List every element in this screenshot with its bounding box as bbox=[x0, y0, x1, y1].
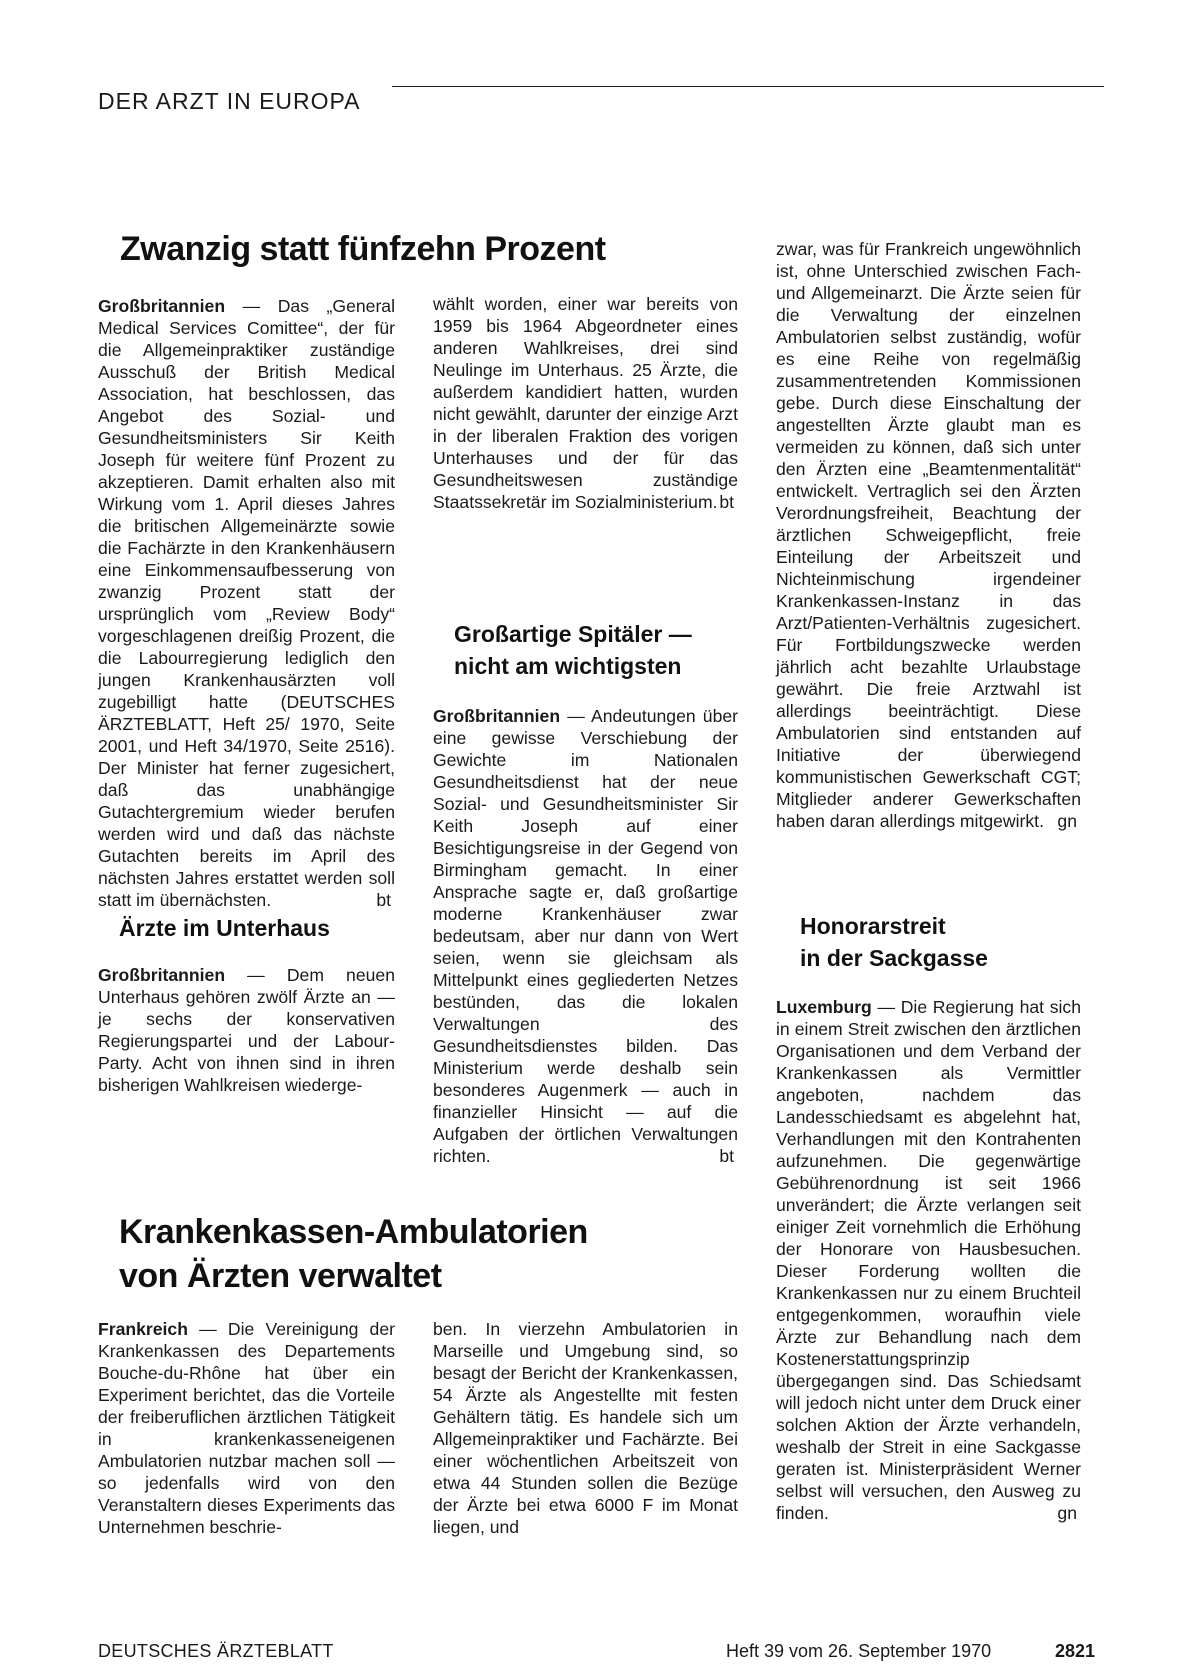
article4-title-line2: von Ärzten verwaltet bbox=[119, 1257, 442, 1295]
article1-lead: Großbritannien bbox=[98, 296, 226, 316]
article3-title-line1: Großartige Spitäler — bbox=[454, 621, 692, 647]
article2-lead: Großbritannien bbox=[98, 965, 226, 985]
article4-text-c: zwar, was für Frankreich ungewöhnlich ist, ohne Unterschied zwischen Fach- und Allgemeinarzt. Die Ärzte seien für die Verwaltung der einzelnen Ambulatorien selbst zuständig, wofür es eine Reihe von regelmäßig zusammentretenden Kommissionen gebe. Durch diese Einschaltung der angestellten Ärzte glaubt man es vermeiden zu können, daß sich unter den Ärzten eine „Beamtenmentalität“ entwickelt. Vertraglich sei den Ärzten Verordnungsfreiheit, Beachtung der ärztlichen Schweigepflicht, freie Einteilung der Arbeitszeit und Nichteinmischung irgendeiner Krankenkassen-Instanz in das Arzt/Patienten-Verhältnis zugesichert. Für Fortbildungszwecke werden jährlich acht bezahlte Urlaubstage gewährt. Die freie Arztwahl ist allerdings beeinträchtigt. Diese Ambulatorien sind entstanden auf Initiative der überwiegend kommunistischen Gewerkschaft CGT; Mitglieder anderer Gewerkschaften haben daran allerdings mitgewirkt. bbox=[776, 239, 1081, 831]
article2-text-b: wählt worden, einer war bereits von 1959 bis 1964 Abgeordneter eines anderen Wahlkreises, drei sind Neulinge im Unterhaus. 25 Ärzte, die außerdem kandidiert hatten, wurden nicht gewählt, darunter der einzige Arzt in der liberalen Fraktion des vorigen Unterhauses und der für das Gesundheitswesen zuständige Staatssekretär im Sozialministerium. bbox=[433, 294, 738, 512]
article4-column-2 bbox=[433, 1318, 738, 1538]
article1-text-a: — Das „General Medical Services Comittee“, der für die Allgemeinpraktiker zuständige Ausschuß der British Medical Association, hat beschlossen, das Angebot des Sozial- und Gesundheitsministers Sir Keith Joseph für weitere fünf Prozent zu akzeptieren. Damit erhalten also mit Wirkung vom 1. April dieses Jahres die britischen Allgemeinärzte sowie die Fachärzte in den Krankenhäusern eine Einkommensaufbesserung von zwanzig Prozent statt der ursprünglich vom „Review Body“ vorgeschlagenen dreißig Prozent, die die Labourregierung lediglich den jungen Krankenhausärzten voll zugebilligt hatte (DEUTSCHES ÄRZTEBLATT, Heft 25/ 1970, Seite 2001, und Heft 34/1970, Seite 2516). Der Minister hat ferner zugesichert, daß das unabhängige Gutachtergremium wieder berufen werden wird und daß das nächste Gutachten bereits im April des nächsten Jahres erstattet werden soll statt im übernächsten. bbox=[98, 296, 395, 910]
article5-title-line1: Honorarstreit bbox=[800, 913, 946, 939]
footer-issue: Heft 39 vom 26. September 1970 bbox=[726, 1641, 992, 1661]
article3-text-a: — Andeutungen über eine gewisse Verschiebung der Gewichte im Nationalen Gesundheitsdienst hat der neue Sozial- und Gesundheitsminister Sir Keith Joseph auf einer Besichtigungsreise in der Gegend von Birmingham gemacht. In einer Ansprache sagte er, daß großartige moderne Krankenhäuser zwar bedeutsam, aber nur dann von Wert seien, wenn sie gleichsam als Mittelpunkt eines gegliederten Netzes bestünden, das die lokalen Verwaltungen des Gesundheitsdienstes bilden. Das Ministerium werde deshalb sein besonderes Augenmerk — auch in finanzieller Hinsicht — auf die Aufgaben der örtlichen Verwaltungen richten. bbox=[433, 706, 738, 1166]
article-title-spitaeler bbox=[454, 618, 692, 682]
article2-column-1 bbox=[98, 964, 395, 1096]
page-number: 2821 bbox=[1055, 1641, 1096, 1661]
article3-signature: bt bbox=[719, 1146, 734, 1166]
article4-signature: gn bbox=[1057, 811, 1077, 831]
article-title-honorarstreit bbox=[800, 910, 988, 974]
article4-lead: Frankreich bbox=[98, 1319, 188, 1339]
article4-title-line1: Krankenkassen-Ambulatorien bbox=[119, 1213, 588, 1251]
article5-lead: Luxemburg bbox=[776, 997, 872, 1017]
article5-signature: gn bbox=[1057, 1503, 1077, 1523]
article4-column-3 bbox=[776, 238, 1081, 832]
article2-text-a: — Dem neuen Unterhaus gehören zwölf Ärzte an — je sechs der konservativen Regierungspartei und der Labour-Party. Acht von ihnen sind in ihren bisherigen Wahlkreisen wiederge- bbox=[98, 965, 395, 1095]
article5-text-a: — Die Regierung hat sich in einem Streit zwischen den ärztlichen Organisationen und dem Verband der Krankenkassen als Vermittler angeboten, nachdem das Landesschiedsamt es abgelehnt hat, Verhandlungen mit den Kontrahenten aufzunehmen. Die gegenwärtige Gebührenordnung ist seit 1966 unverändert; die Ärzte verlangen seit einiger Zeit vornehmlich die Erhöhung der Honorare von Hausbesuchen. Dieser Forderung wollten die Krankenkassen nur zu einem Bruchteil entgegenkommen, woraufhin viele Ärzte zur Behandlung nach dem Kostenerstattungsprinzip übergegangen sind. Das Schiedsamt will jedoch nicht unter dem Druck einer solchen Aktion der Ärzte verhandeln, weshalb der Streit in eine Sackgasse geraten ist. Ministerpräsident Werner selbst will versuchen, den Ausweg zu finden. bbox=[776, 997, 1081, 1523]
article4-text-a: — Die Vereinigung der Krankenkassen des Departements Bouche-du-Rhône hat über ein Experiment berichtet, das die Vorteile der freiberuflichen ärztlichen Tätigkeit in krankenkasseneigenen Ambulatorien nutzbar machen soll — so jedenfalls wird von den Veranstaltern dieses Experiments das Unternehmen beschrie- bbox=[98, 1319, 395, 1537]
article3-lead: Großbritannien bbox=[433, 706, 561, 726]
article1-signature: bt bbox=[376, 890, 391, 910]
article4-text-b: ben. In vierzehn Ambulatorien in Marseille und Umgebung sind, so besagt der Bericht der Krankenkassen, 54 Ärzte als Angestellte mit festen Gehältern tätig. Es handele sich um Allgemeinpraktiker und Fachärzte. Bei einer wöchentlichen Arbeitszeit von etwa 44 Stunden sollen die Bezüge der Ärzte bei etwa 6000 F im Monat liegen, und bbox=[433, 1319, 738, 1537]
article-title-ambulatorien bbox=[119, 1210, 588, 1298]
article-title-aerzte-unterhaus: Ärzte im Unterhaus bbox=[119, 915, 330, 941]
article5-title-line2: in der Sackgasse bbox=[800, 945, 988, 971]
header-rule bbox=[392, 86, 1104, 87]
article3-column-2 bbox=[433, 705, 738, 1167]
article4-column-1 bbox=[98, 1318, 395, 1538]
article5-column-3 bbox=[776, 996, 1081, 1524]
article-title-zwanzig: Zwanzig statt fünfzehn Prozent bbox=[120, 230, 606, 268]
article2-column-2 bbox=[433, 293, 738, 513]
article1-column-1 bbox=[98, 295, 395, 911]
footer-publication: DEUTSCHES ÄRZTEBLATT bbox=[98, 1641, 334, 1661]
article3-title-line2: nicht am wichtigsten bbox=[454, 653, 682, 679]
article2-signature: bt bbox=[719, 492, 734, 512]
section-heading: DER ARZT IN EUROPA bbox=[98, 88, 361, 114]
